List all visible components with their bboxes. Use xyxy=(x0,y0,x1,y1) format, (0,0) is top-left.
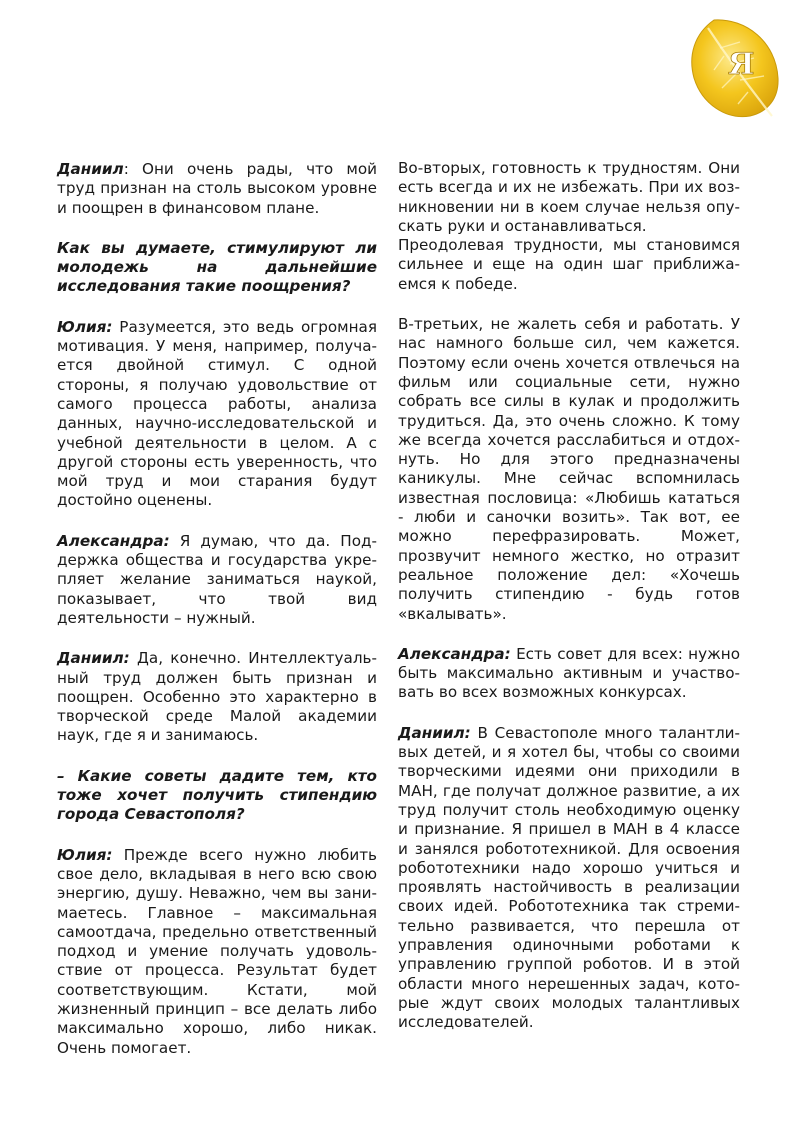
speaker-name: Юлия: xyxy=(57,845,113,864)
speaker-name: Даниил: xyxy=(398,723,471,742)
right-column xyxy=(398,159,740,1053)
paragraph-text: В-третьих, не жалеть себя и работать. У нас намного больше сил, чем кажется. Поэтому если очень хочется отвлечься на фильм или социальные сети, нужно собрать все силы в кулак и продолжить трудиться. Да, это очень сложно. К тому же всегда хочется расслабиться и отдохнуть. Но для этого предназначены каникулы. Мне сейчас вспомнилась известная пословица: «Любишь кататься - люби и саночки возить». Так вот, ее можно перефразировать. Может, прозвучит немного жестко, но отразит реальное положение дел: «Хочешь получить стипендию - будь готов «вкалывать». xyxy=(398,315,740,623)
paragraph-yulia-1 xyxy=(57,318,377,511)
paragraph-text: Есть совет для всех: нужно быть максимально активным и участвовать во всех возможных конкурсах. xyxy=(398,644,740,702)
paragraph-daniil-2 xyxy=(57,649,377,745)
interview-question: – Какие советы дадите тем, кто тоже хочет получить стипендию города Севастополя? xyxy=(57,766,377,824)
paragraph-text: Преодолевая трудности, мы становимся сильнее и еще на один шаг приближаемся к победе. xyxy=(398,236,740,293)
leaf-logo xyxy=(684,12,784,122)
speaker-name: Даниил xyxy=(57,160,124,178)
left-column xyxy=(57,160,377,1079)
paragraph-text: Да, конечно. Интеллектуальный труд должен быть признан и поощрен. Особенно это характерно в творческой среде Малой академии наук, где я и занимаюсь. xyxy=(57,649,377,745)
interview-question: Как вы думаете, стимулируют ли молодежь на дальнейшие исследования такие поощрения? xyxy=(57,238,377,296)
paragraph-daniil-3 xyxy=(398,724,740,1033)
paragraph-daniil-1: Даниил: Они очень рады, что мой труд признан на столь высоком уровне и поощрен в финансовом плане. xyxy=(57,160,377,217)
speaker-name: Александра: xyxy=(57,531,170,550)
paragraph-text: В Севастополе много талантливых детей, и я хотел бы, чтобы со своими творческими идеями они приходили в МАН, где получат должное развитие, а их труд получит столь необходимую оценку и признание. Я пришел в МАН в 4 классе и занялся робототехникой. Для освоения робототехники надо хорошо учиться и проявлять настойчивость в реализации своих идей. Робототехника так стремительно развивается, что перешла от управления одиночными роботами к управлению группой роботов. И в этой области много нерешенных задач, которые ждут своих молодых талантливых исследователей. xyxy=(398,723,741,1032)
logo-letter: Я xyxy=(728,47,755,82)
speaker-name: Даниил: xyxy=(57,649,130,668)
paragraph-aleksandra-1 xyxy=(57,532,377,628)
paragraph-text: Во-вторых, готовность к трудностям. Они есть всегда и их не избежать. При их возникновении ни в коем случае нельзя опускать руки и останавливаться. xyxy=(398,159,740,235)
speaker-name: Юлия: xyxy=(57,317,113,336)
paragraph-text: Прежде всего нужно любить свое дело, вкладывая в него всю свою энергию, душу. Неважно, чем вы занимаетесь. Главное – максимальная самоотдача, предельно ответственный подход и умение получать удовольствие от процесса. Результат будет соответствующим. Кстати, мой жизненный принцип – все делать либо максимально хорошо, либо никак. Очень помогает. xyxy=(57,845,377,1057)
paragraph-yulia-2 xyxy=(57,846,377,1058)
paragraph-text: Они очень рады, что мой труд признан на столь высоком уровне и поощрен в финансовом плане. xyxy=(57,160,377,217)
paragraph-text: Я думаю, что да. Поддержка общества и государства укрепляет желание заниматься наукой, показывает, что твой вид деятельности – нужный. xyxy=(57,531,377,627)
speaker-name: Александра: xyxy=(398,644,511,663)
paragraph-aleksandra-2 xyxy=(398,645,740,703)
paragraph-text: Разумеется, это ведь огромная мотивация. У меня, например, получается двойной стимул. С одной стороны, я получаю удовольствие от самого процесса работы, анализа данных, научно-исследовательской и учебной деятельности в целом. А с другой стороны есть уверенность, что мой труд и мои старания будут достойно оценены. xyxy=(57,317,377,510)
